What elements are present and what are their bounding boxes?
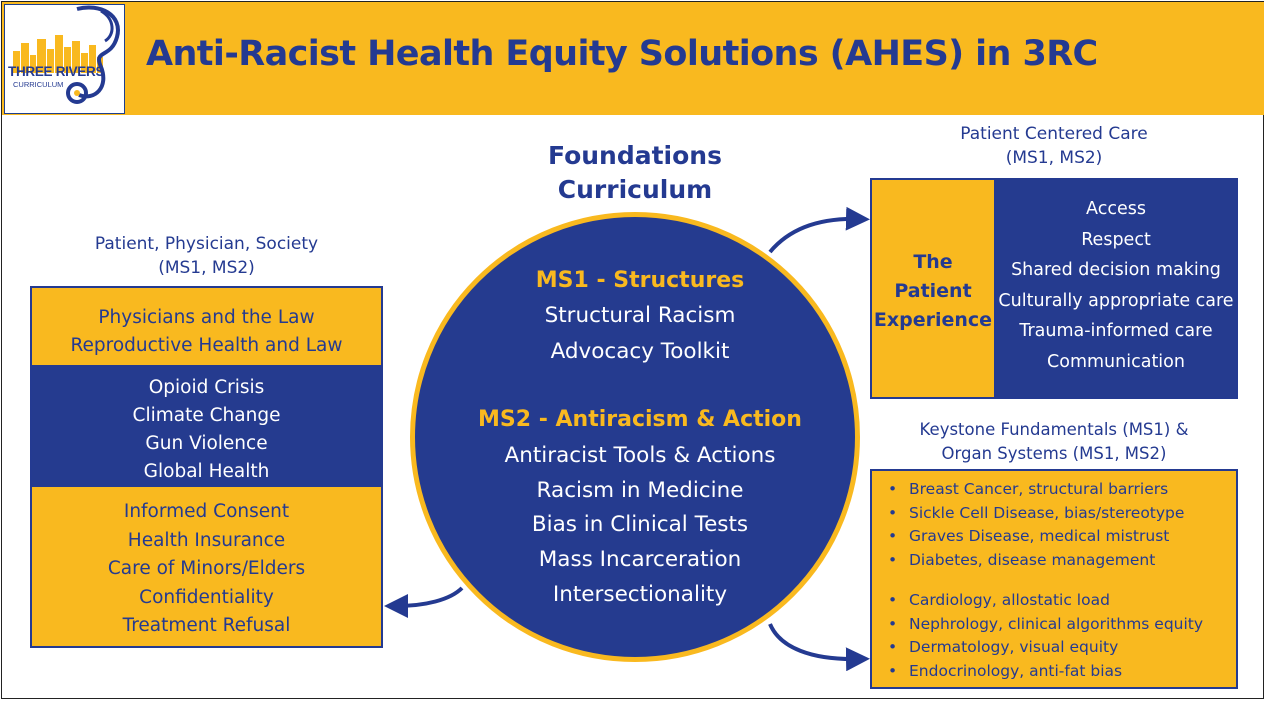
keystone-item: • Graves Disease, medical mistrust (884, 525, 1236, 549)
keystone-item: • Dermatology, visual equity (884, 636, 1236, 660)
foundations-title-line2: Curriculum (557, 175, 713, 204)
ms2-item: Intersectionality (552, 582, 728, 607)
ms1-item: Structural Racism (544, 303, 736, 328)
ms2-item: Bias in Clinical Tests (531, 512, 749, 537)
pps-label-line1: Patient, Physician, Society (94, 234, 319, 254)
ms2-item: Mass Incarceration (538, 547, 742, 572)
ms2-item: Racism in Medicine (536, 478, 744, 503)
pps-bottom-item: Health Insurance (127, 529, 286, 551)
pcc-item: Communication (1047, 351, 1185, 372)
keystone-label-line2: Organ Systems (MS1, MS2) (941, 444, 1167, 463)
ms2-item: Antiracist Tools & Actions (504, 443, 776, 468)
pps-bottom-item: Informed Consent (123, 501, 290, 522)
pps-mid-item: Gun Violence (145, 433, 268, 454)
pcc-label-line1: Patient Centered Care (960, 124, 1148, 144)
pps-bottom-item: Confidentiality (139, 586, 274, 608)
pcc-item: Shared decision making (1011, 260, 1221, 280)
pps-mid-item: Global Health (143, 461, 270, 482)
keystone-item: • Sickle Cell Disease, bias/stereotype (884, 502, 1236, 526)
pcc-item: Respect (1081, 229, 1151, 250)
pcc-item: Culturally appropriate care (998, 290, 1234, 311)
page-title: Anti-Racist Health Equity Solutions (AHES) in 3RC (146, 34, 1098, 74)
pcc-label-line2: (MS1, MS2) (1005, 148, 1103, 168)
patient-experience-line: Experience (873, 309, 993, 331)
keystone-label-line1: Keystone Fundamentals (MS1) & (919, 420, 1189, 439)
pps-mid-item: Climate Change (132, 405, 281, 426)
keystone-item: • Cardiology, allostatic load (884, 589, 1236, 613)
keystone-item: • Endocrinology, anti-fat bias (884, 660, 1236, 684)
pcc-item: Access (1086, 199, 1146, 219)
pps-bottom-item: Care of Minors/Elders (107, 558, 306, 579)
pps-mid-item: Opioid Crisis (148, 377, 265, 398)
patient-experience-line: Patient (894, 280, 972, 302)
keystone-item: • Nephrology, clinical algorithms equity (884, 613, 1236, 637)
ms2-heading: MS2 - Antiracism & Action (478, 407, 802, 432)
arrow-to-pps (396, 588, 462, 606)
ms1-heading: MS1 - Structures (535, 268, 745, 293)
pps-label-line2: (MS1, MS2) (158, 258, 255, 278)
pcc-item: Trauma-informed care (1019, 321, 1213, 341)
keystone-item: • Breast Cancer, structural barriers (884, 478, 1236, 502)
patient-experience-line: The (913, 251, 953, 273)
pps-bottom-item: Treatment Refusal (122, 615, 291, 636)
pps-top-item: Physicians and the Law (98, 307, 315, 328)
ms1-item: Advocacy Toolkit (550, 339, 730, 364)
keystone-item: • Diabetes, disease management (884, 549, 1236, 573)
arrow-to-keystone (770, 624, 858, 659)
logo-text-curriculum: CURRICULUM (13, 80, 64, 89)
arrow-to-patient-centered-care (770, 219, 858, 252)
pps-top-item: Reproductive Health and Law (70, 335, 343, 356)
foundations-title-line1: Foundations (548, 141, 722, 170)
logo-text-three-rivers: THREE RIVERS (8, 64, 105, 79)
